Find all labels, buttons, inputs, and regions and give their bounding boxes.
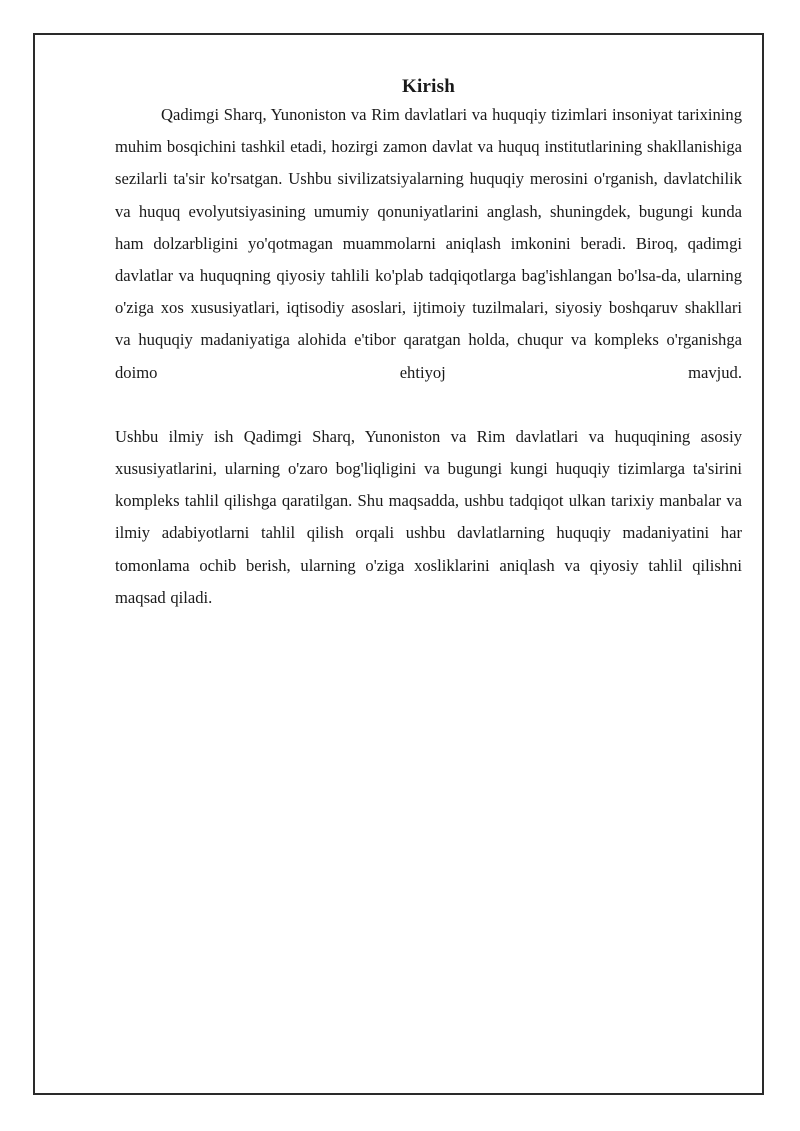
document-body xyxy=(115,73,742,614)
document-title: Kirish xyxy=(402,76,455,97)
paragraph-research-aim: Ushbu ilmiy ish Qadimgi Sharq, Yunoniston va Rim davlatlari va huquqining asosiy xususiyatlarini, ularning o'zaro bog'liqligini va bugungi kungi huquqiy tizimlarga ta'sirini kompleks tahlil qilishga qaratilgan. Shu maqsadda, ushbu tadqiqot ulkan tarixiy manbalar va ilmiy adabiyotlarni tahlil qilish orqali ushbu davlatlarning huquqiy madaniyatini har tomonlama ochib berish, ularning o'ziga xosliklarini aniqlash va qiyosiy tahlil qilishni maqsad qiladi. xyxy=(115,426,742,607)
paragraph-introduction: Qadimgi Sharq, Yunoniston va Rim davlatlari va huquqiy tizimlari insoniyat tarixining muhim bosqichini tashkil etadi, hozirgi zamon davlat va huquq institutlarining shakllanishiga sezilarli ta'sir ko'rsatgan. Ushbu sivilizatsiyalarning huquqiy merosini o'rganish, davlatchilik va huquq evolyutsiyasining umumiy qonuniyatlarini anglash, shuningdek, bugungi kunda ham dolzarbligini yo'qotmagan muammolarni aniqlash imkonini beradi. Biroq, qadimgi davlatlar va huquqning qiyosiy tahlili ko'plab tadqiqotlarga bag'ishlangan bo'lsa-da, ularning o'ziga xos xususiyatlari, iqtisodiy asoslari, ijtimoiy tuzilmalari, siyosiy boshqaruv shakllari va huquqiy madaniyatiga alohida e'tibor qaratgan holda, chuqur va kompleks o'rganishga doimo ehtiyoj mavjud. xyxy=(115,105,742,382)
paragraph-spacer xyxy=(115,389,742,421)
